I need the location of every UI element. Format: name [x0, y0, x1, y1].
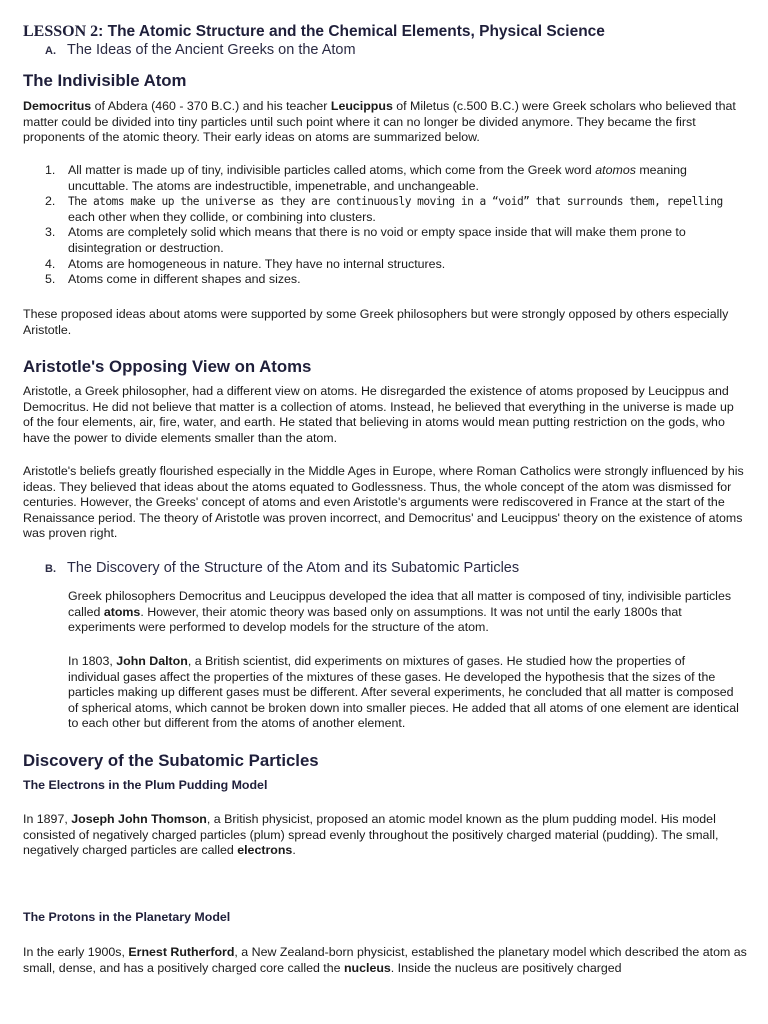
heading-subatomic: Discovery of the Subatomic Particles — [23, 751, 319, 770]
bold-term: Democritus — [23, 99, 92, 113]
text-run: of Miletus (c.500 B.C.) were Greek scholars who believed that matter could be divided into tiny particles until such point where it can no longer be divided anymore. They became the first proponents of the atomic theory. Their early ideas on atoms are summarized below. — [23, 99, 736, 145]
text-run: of Abdera (460 - 370 B.C.) and his teacher — [91, 99, 331, 113]
section-b-title-text: The Discovery of the Structure of the Atom and its Subatomic Particles — [67, 560, 520, 576]
list-item — [23, 225, 747, 256]
text-run: In 1803, — [68, 654, 117, 668]
text-run: . Inside the nucleus are positively charged — [390, 960, 622, 975]
list-item-number: 1. — [45, 163, 56, 177]
section-a-letter: A. — [45, 45, 56, 57]
list-item — [23, 272, 747, 288]
list-item-number: 4. — [45, 256, 56, 271]
intro-paragraph — [23, 99, 747, 146]
section-a-title-text: The Ideas of the Ancient Greeks on the Atom — [67, 42, 356, 58]
text-run: The atoms make up the universe as they are continuously moving in a “void” that surrounds them, repelling — [68, 195, 723, 209]
text-run: Atoms are homogeneous in nature. They have no internal structures. — [68, 256, 446, 271]
closing-paragraph: These proposed ideas about atoms were supported by some Greek philosophers but were strongly opposed by others especially Aristotle. — [23, 307, 729, 337]
text-run: , a New Zealand-born physicist, established the planetary model which described the atom as small, dense, and has a positively charged core called the — [23, 945, 747, 975]
section-a-title — [45, 41, 740, 60]
bold-term: Joseph John Thomson — [71, 812, 207, 826]
section-b-title — [45, 559, 740, 578]
list-item — [23, 163, 747, 194]
text-run: In the early 1900s, — [23, 945, 129, 959]
protons-paragraph — [23, 945, 747, 976]
text-run: meaning uncuttable. The atoms are indestructible, impenetrable, and unchangeable. — [68, 163, 687, 193]
lesson-title-text: : The Atomic Structure and the Chemical Elements, Physical Science — [98, 23, 605, 40]
bold-term: nucleus — [343, 960, 391, 975]
aristotle-paragraph-2: Aristotle's beliefs greatly flourished especially in the Middle Ages in Europe, where Roman Catholics were strongly influenced by his ideas. They believed that ideas about the atoms equated to Godlessness. Thus, the whole concept of the atom was dismissed for centuries. However, the Greeks' concept of atoms and even Aristotle's arguments were rediscovered in France at the start of the Renaissance period. The theory of Aristotle was proven incorrect, and Democritus' and Leucippus' theory on the existence of atoms was proven right. — [23, 464, 744, 541]
lesson-number: LESSON 2 — [23, 23, 99, 40]
text-run: . — [292, 843, 296, 858]
list-item-number: 2. — [45, 194, 56, 209]
section-b-paragraph-2 — [68, 654, 740, 732]
heading-protons: The Protons in the Planetary Model — [23, 910, 231, 924]
list-item — [23, 257, 747, 273]
bold-term: John Dalton — [116, 654, 188, 668]
italic-term: atomos — [595, 163, 636, 177]
list-item-number: 3. — [45, 225, 56, 240]
text-run: Atoms come in different shapes and sizes. — [68, 272, 301, 287]
heading-aristotle: Aristotle's Opposing View on Atoms — [23, 357, 312, 376]
bold-term: Leucippus — [330, 99, 393, 113]
text-run: each other when they collide, or combining into clusters. — [68, 209, 376, 224]
list-item — [23, 194, 747, 225]
heading-indivisible-atom: The Indivisible Atom — [23, 71, 187, 90]
aristotle-paragraph-1: Aristotle, a Greek philosopher, had a different view on atoms. He disregarded the existence of atoms proposed by Leucippus and Democritus. He did not believe that matter is a collection of atoms. Instead, he believed that everything in the universe is made up of the four elements, air, fire, water, and earth. He stated that believing in atoms would mean putting restriction on the gods, who have the power to divide elements smaller than the atom. — [23, 384, 734, 445]
bold-term: electrons — [237, 843, 293, 858]
text-run: , a British scientist, did experiments on mixtures of gases. He studied how the properties of individual gases affect the properties of the mixtures of these gases. He developed the hypothesis that the sizes of the particles making up different gases must be different. After several experiments, he concluded that all matter is composed of spherical atoms, which cannot be broken down into smaller pieces. He added that all atoms of one element are identical to each other but different from the atoms of another element. — [68, 654, 739, 731]
text-run: Greek philosophers Democritus and Leucippus developed the idea that all matter is composed of tiny, indivisible particles called — [68, 589, 732, 619]
bold-term: Ernest Rutherford — [128, 945, 235, 959]
lesson-title — [23, 23, 747, 41]
text-run: , a British physicist, proposed an atomic model known as the plum pudding model. His model consisted of negatively charged particles (plum) spread evenly throughout the positively charged material (pudding). The small, negatively charged particles are called — [23, 812, 719, 858]
text-run: Atoms are completely solid which means that there is no void or empty space inside that will make them prone to disintegration or destruction. — [68, 225, 686, 255]
text-run: In 1897, — [23, 812, 72, 826]
atomic-ideas-list — [23, 163, 747, 288]
bold-term: atoms — [103, 604, 141, 619]
text-run: All matter is made up of tiny, indivisible particles called atoms, which come from the Greek word — [68, 163, 596, 177]
heading-electrons: The Electrons in the Plum Pudding Model — [23, 778, 268, 792]
section-b-letter: B. — [45, 563, 56, 575]
text-run: . However, their atomic theory was based only on assumptions. It was not until the early 1800s that experiments were performed to develop models for the structure of the atom. — [68, 604, 682, 635]
electrons-paragraph — [23, 812, 747, 859]
section-b-paragraph-1 — [68, 589, 740, 636]
list-item-number: 5. — [45, 272, 56, 287]
